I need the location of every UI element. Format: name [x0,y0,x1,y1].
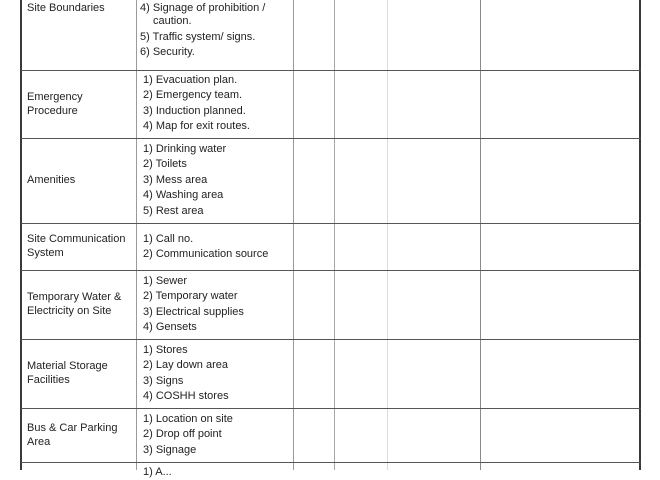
row-items: 1) Stores 2) Lay down area 3) Signs 4) COSHH stores [143,344,229,403]
row-label: Temporary Water & Electricity on Site [27,291,122,317]
row-divider [21,223,641,224]
row-label: Bus & Car Parking Area [27,422,118,448]
row-items: 1) Drinking water 2) Toilets 3) Mess area 4) Washing area 5) Rest area [143,143,227,217]
row-divider [21,70,641,71]
row-divider [21,270,641,271]
row-divider [21,138,641,139]
row-label: Material Storage Facilities [27,360,108,386]
row-items: 1) A... [143,466,172,478]
row-divider [21,408,641,409]
row-items: 1) Evacuation plan. 2) Emergency team. 3) Induction planned. 4) Map for exit routes. [143,74,250,133]
row-items: 1) Location on site 2) Drop off point 3) Signage [143,413,233,456]
row-items: 1) Call no. 2) Communication source [143,233,269,261]
row-divider [21,339,641,340]
row-items: 4) Signage of prohibition / caution. 5) Traffic system/ signs. 6) Security. [140,2,266,59]
row-label: Site Boundaries [27,2,105,14]
row-label: Emergency Procedure [27,91,83,117]
row-divider [21,462,641,463]
row-label: Site Communication System [27,233,126,259]
row-items: 1) Sewer 2) Temporary water 3) Electrical supplies 4) Gensets [143,275,244,334]
row-label: Amenities [27,174,76,186]
